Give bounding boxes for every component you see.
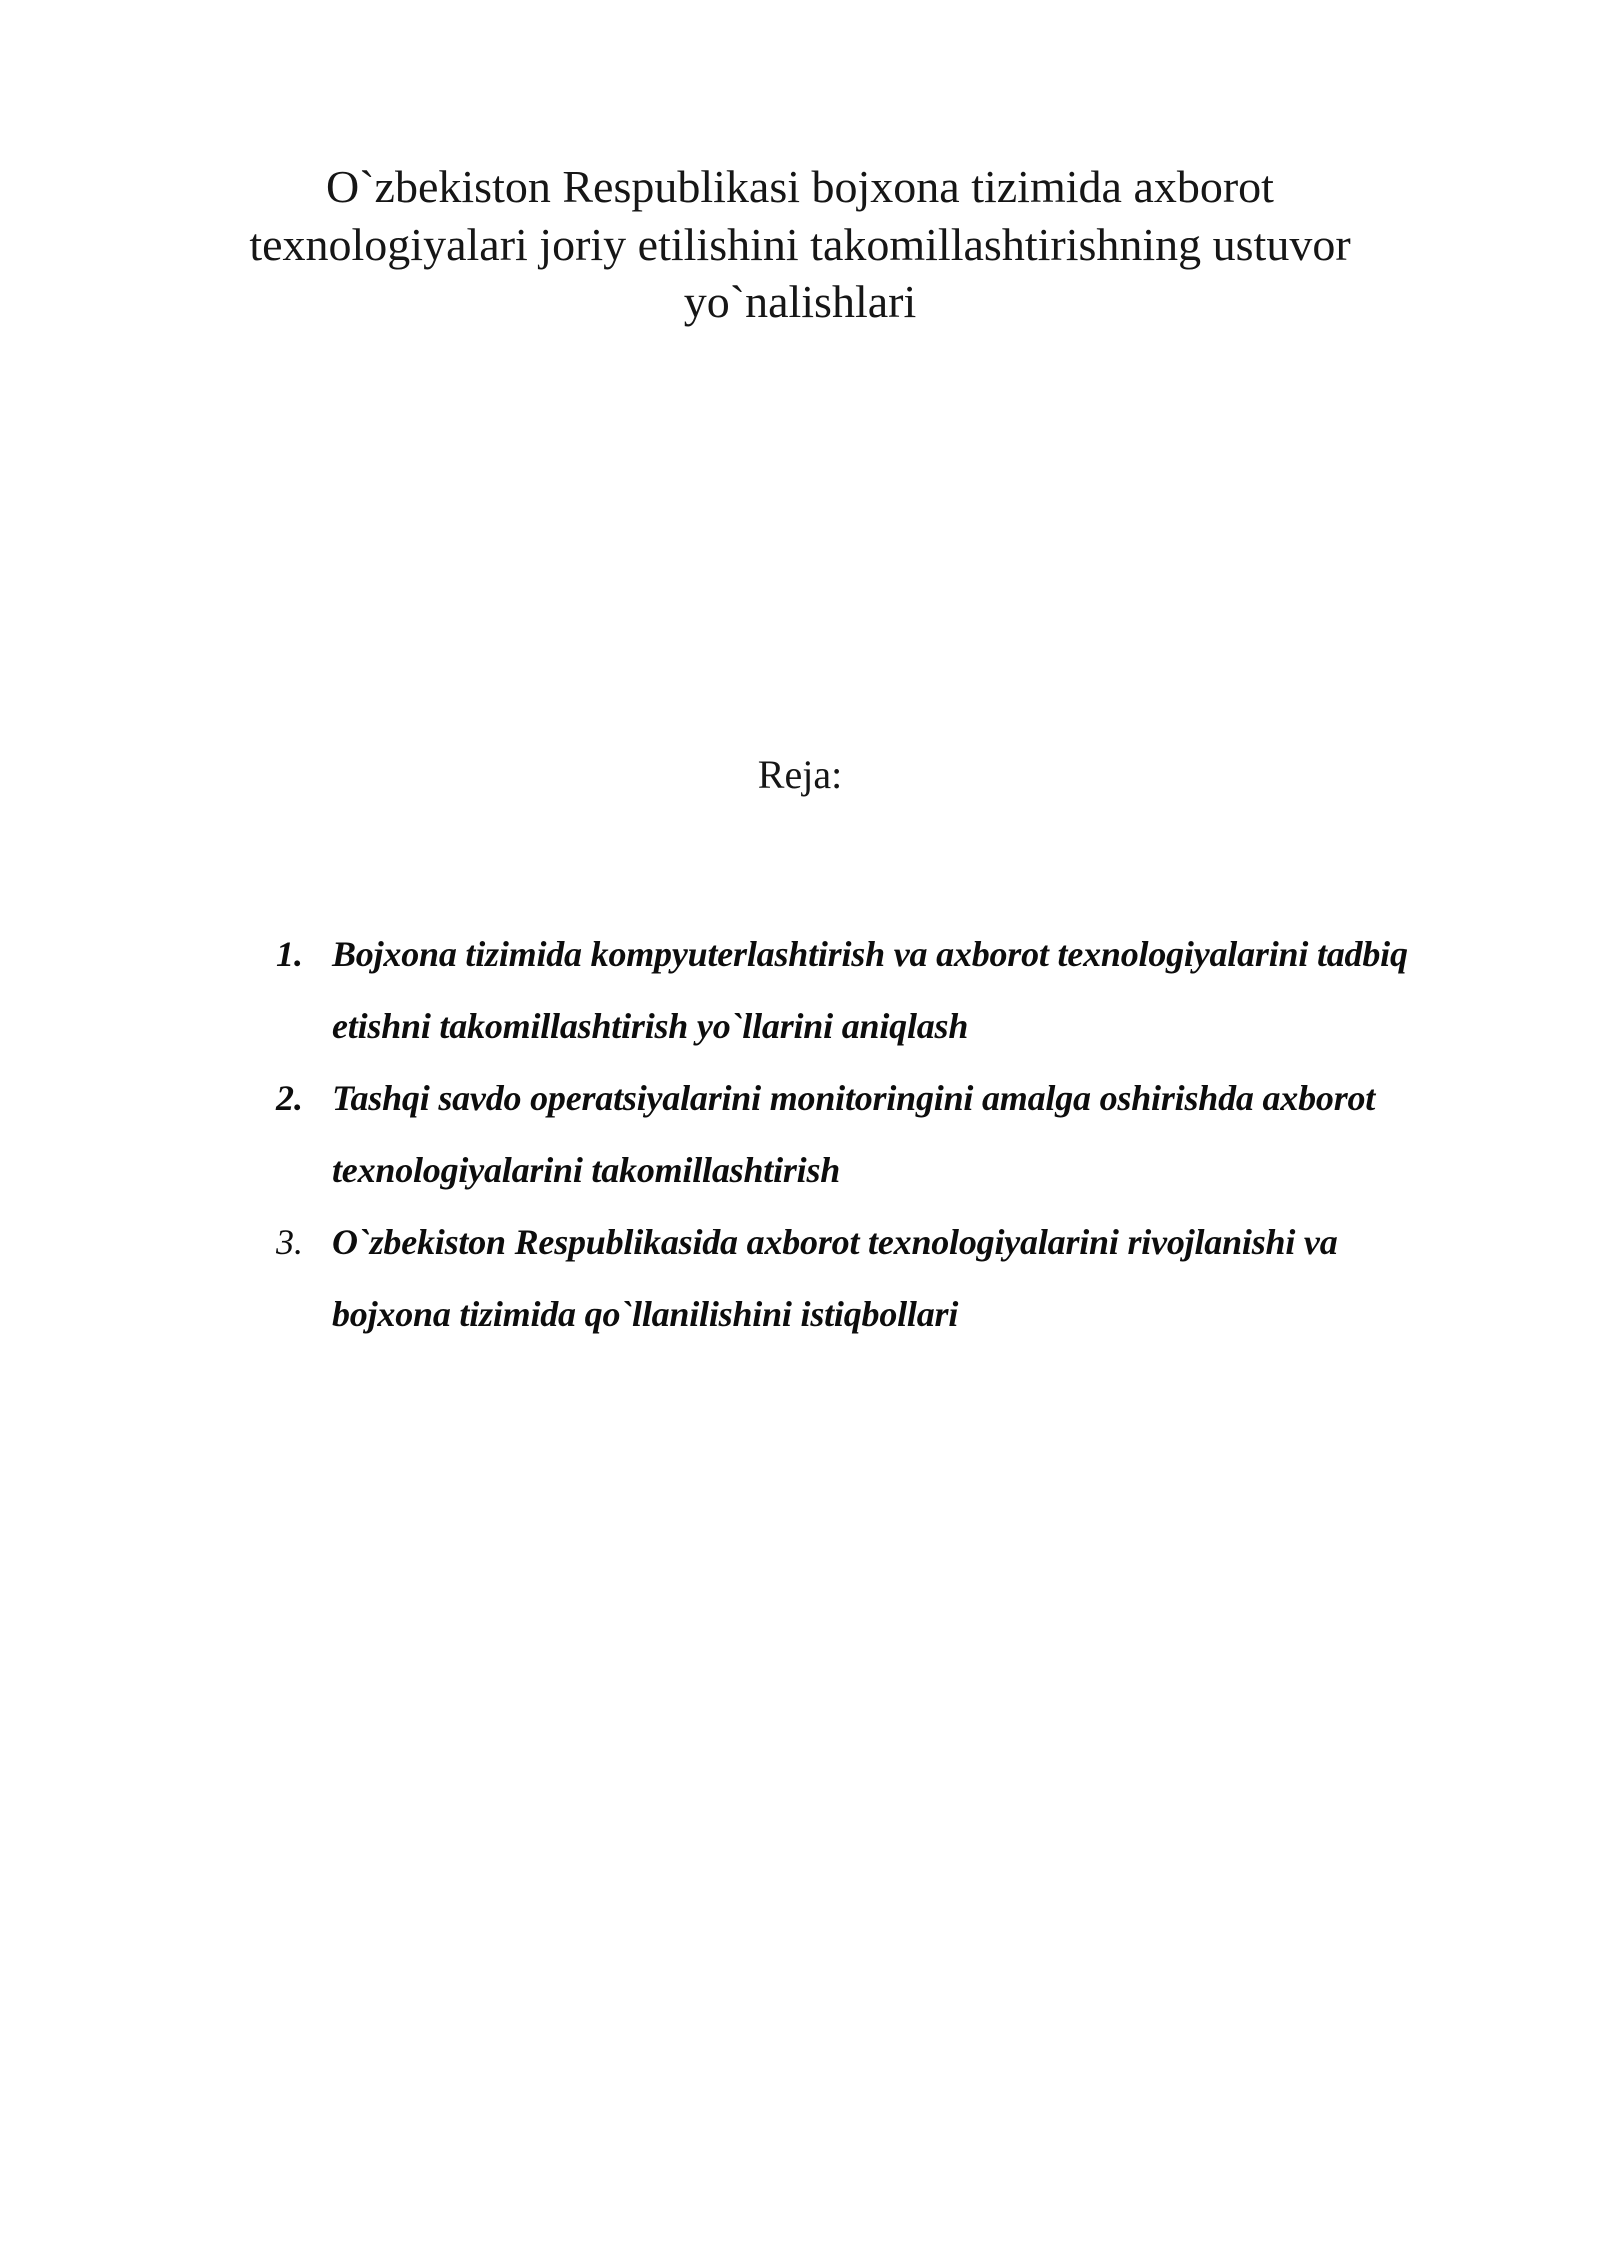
- list-item-text: Tashqi savdo operatsiyalarini monitoringini amalga oshirishda axborot texnologiyalarini takomillashtirish: [332, 1077, 1376, 1190]
- list-item-text: Bojxona tizimida kompyuterlashtirish va axborot texnologiyalarini tadbiq etishni takomillashtirish yo`llarini aniqlash: [332, 933, 1408, 1046]
- list-item: [276, 918, 1450, 1062]
- list-item-number: 3.: [276, 1221, 303, 1262]
- section-heading-reja: Reja:: [757, 751, 843, 797]
- list-item-text: O`zbekiston Respublikasida axborot texnologiyalarini rivojlanishi va bojxona tizimida qo`llanilishini istiqbollari: [332, 1221, 1338, 1334]
- document-title: O`zbekiston Respublikasi bojxona tizimida axborot texnologiyalari joriy etilishini takomillashtirishning ustuvor yo`nalishlari: [249, 161, 1351, 327]
- list-item: [276, 1062, 1450, 1206]
- list-item-number: 1.: [276, 933, 303, 974]
- list-item: [276, 1206, 1450, 1350]
- numbered-list: [0, 918, 1600, 1350]
- list-item-number: 2.: [276, 1077, 303, 1118]
